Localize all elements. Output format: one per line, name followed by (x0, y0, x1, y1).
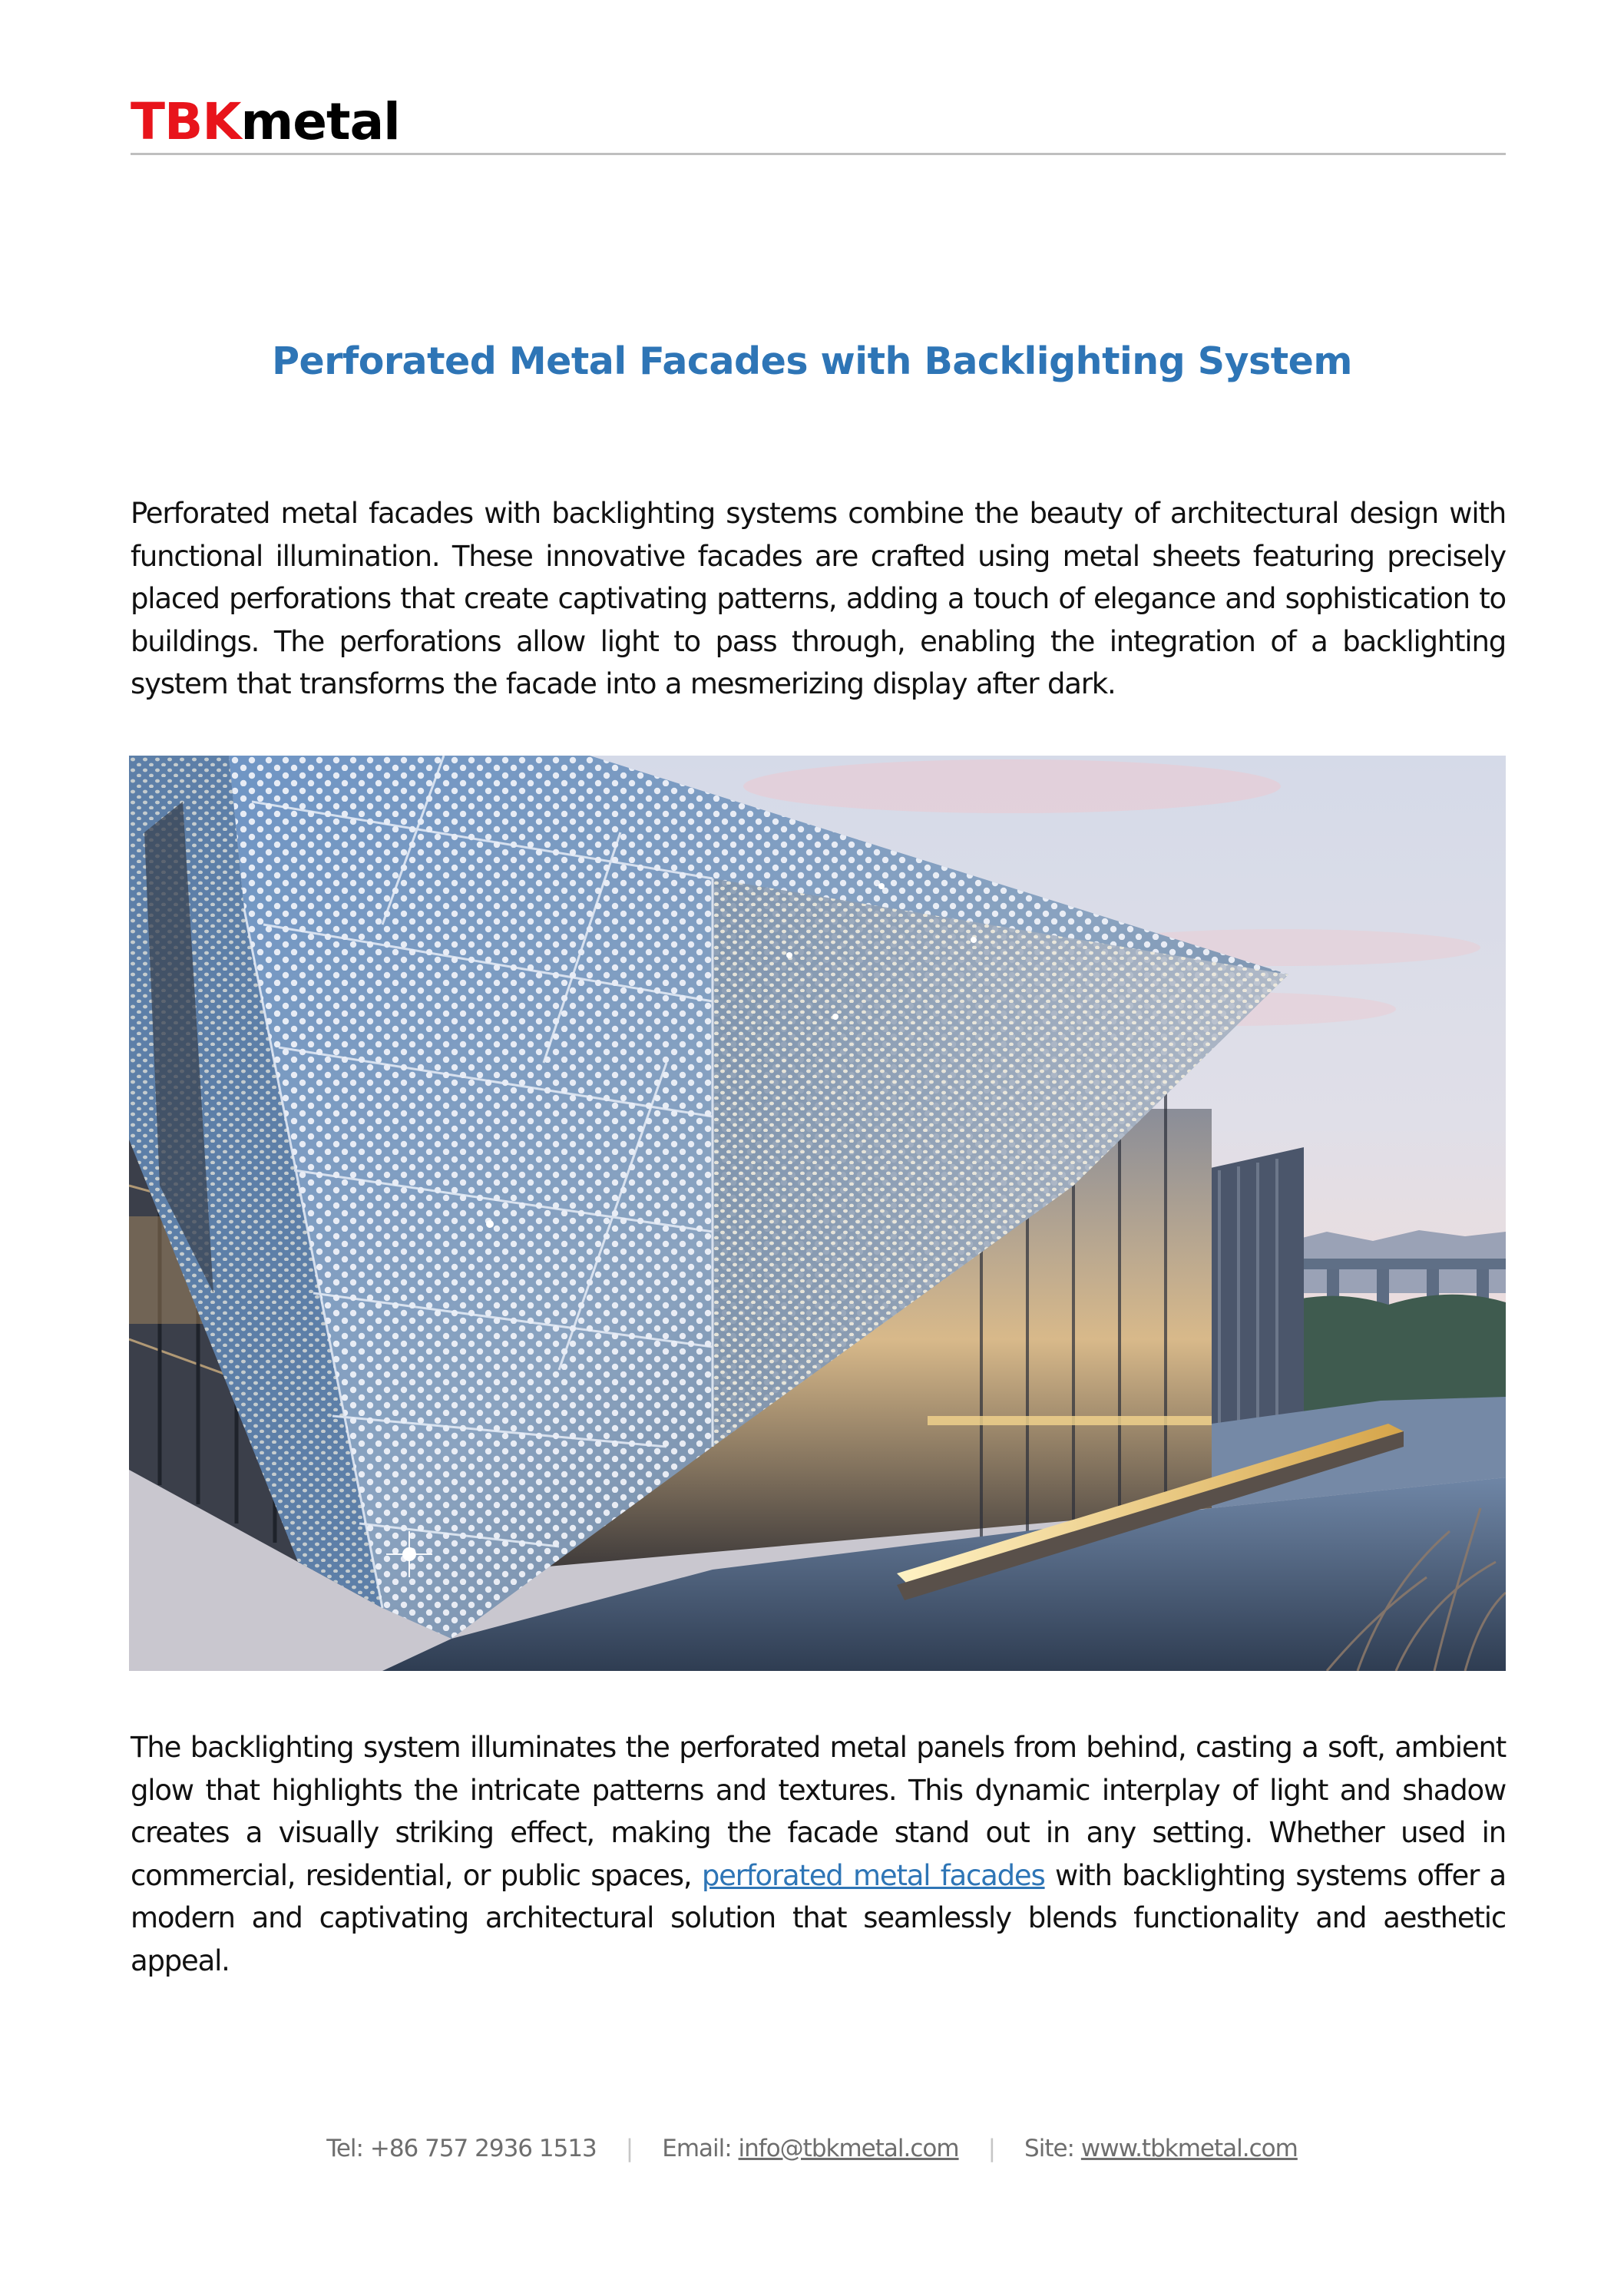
facade-photo (129, 756, 1506, 1671)
footer-email-link[interactable]: info@tbkmetal.com (738, 2135, 959, 2162)
tbkmetal-logo (131, 92, 400, 151)
body-text-before-link: The backlighting system illuminates the perforated metal panels from behind, casting a soft, ambient glow that highlights the intricate patterns and textures. This dynamic interplay of light and shadow creates a visually striking effect, making the facade stand out in any setting. Whether used in commercial, residential, or public spaces, (131, 1731, 1506, 1892)
logo-tbk: TBK (131, 92, 241, 151)
intro-paragraph: Perforated metal facades with backlighting systems combine the beauty of architectural design with functional illumination. These innovative facades are crafted using metal sheets featuring precisely placed perforations that create captivating patterns, adding a touch of elegance and sophistication to buildings. The perforations allow light to pass through, enabling the integration of a backlighting system that transforms the facade into a mesmerizing display after dark. (131, 497, 1506, 700)
footer-email-label: Email: (662, 2135, 739, 2162)
body-text-after-link: with backlighting systems offer a modern and captivating architectural solution that seamlessly blends functionality and aesthetic appeal. (131, 1858, 1506, 1977)
footer-site-label: Site: (1024, 2135, 1081, 2162)
body-paragraph (131, 1726, 1506, 1982)
footer-separator: | (625, 2135, 633, 2162)
footer-contact (0, 2135, 1624, 2162)
logo-metal: metal (240, 92, 400, 151)
header-divider (131, 153, 1506, 155)
footer-tel: Tel: +86 757 2936 1513 (326, 2135, 597, 2162)
page-title: Perforated Metal Facades with Backlighting System (272, 339, 1352, 383)
footer-separator: | (987, 2135, 996, 2162)
footer-site-link[interactable]: www.tbkmetal.com (1080, 2135, 1298, 2162)
perforated-metal-facades-link[interactable]: perforated metal facades (701, 1858, 1045, 1892)
